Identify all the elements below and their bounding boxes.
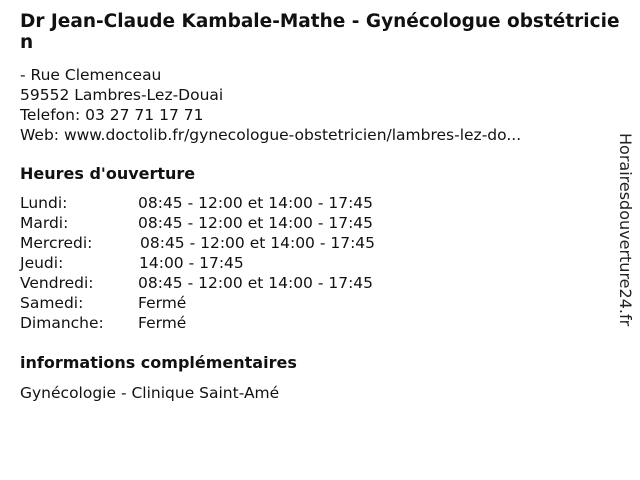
hours-time: 14:00 - 17:45 xyxy=(139,254,244,272)
hours-time: Fermé xyxy=(138,294,187,312)
hours-time: 08:45 - 12:00 et 14:00 - 17:45 xyxy=(140,234,376,252)
hours-row-dimanche xyxy=(20,313,600,333)
hours-day: Samedi: xyxy=(20,294,84,312)
hours-time: Fermé xyxy=(138,314,187,332)
web-line[interactable]: Web: www.doctolib.fr/gynecologue-obstetricien/lambres-lez-do... xyxy=(20,126,522,144)
hours-day: Dimanche: xyxy=(20,314,104,332)
address-block xyxy=(20,65,600,145)
hours-row-samedi xyxy=(20,293,600,313)
phone-line[interactable]: Telefon: 03 27 71 17 71 xyxy=(20,106,204,124)
hours-row-jeudi xyxy=(20,253,600,273)
hours-day: Mercredi: xyxy=(20,234,93,252)
hours-day: Mardi: xyxy=(20,214,69,232)
hours-row-lundi xyxy=(20,193,600,213)
hours-heading: Heures d'ouverture xyxy=(20,164,196,183)
hours-day: Jeudi: xyxy=(20,254,64,272)
city-line: 59552 Lambres-Lez-Douai xyxy=(20,86,224,104)
site-watermark xyxy=(612,133,636,373)
page-title: Dr Jean-Claude Kambale-Mathe - Gynécologue obstétricien xyxy=(20,11,620,53)
hours-time: 08:45 - 12:00 et 14:00 - 17:45 xyxy=(138,214,374,232)
listing-page xyxy=(20,11,620,403)
hours-time: 08:45 - 12:00 et 14:00 - 17:45 xyxy=(138,274,374,292)
hours-day: Vendredi: xyxy=(20,274,94,292)
street-line: - Rue Clemenceau xyxy=(20,66,162,84)
info-heading: informations complémentaires xyxy=(20,353,297,372)
hours-time: 08:45 - 12:00 et 14:00 - 17:45 xyxy=(138,194,374,212)
hours-row-vendredi xyxy=(20,273,600,293)
hours-day: Lundi: xyxy=(20,194,68,212)
site-watermark-label: Horairesdouverture24.fr xyxy=(616,133,635,327)
hours-row-mardi xyxy=(20,213,600,233)
info-text: Gynécologie - Clinique Saint-Amé xyxy=(20,384,280,402)
hours-table xyxy=(20,193,600,333)
hours-row-mercredi xyxy=(20,233,600,253)
